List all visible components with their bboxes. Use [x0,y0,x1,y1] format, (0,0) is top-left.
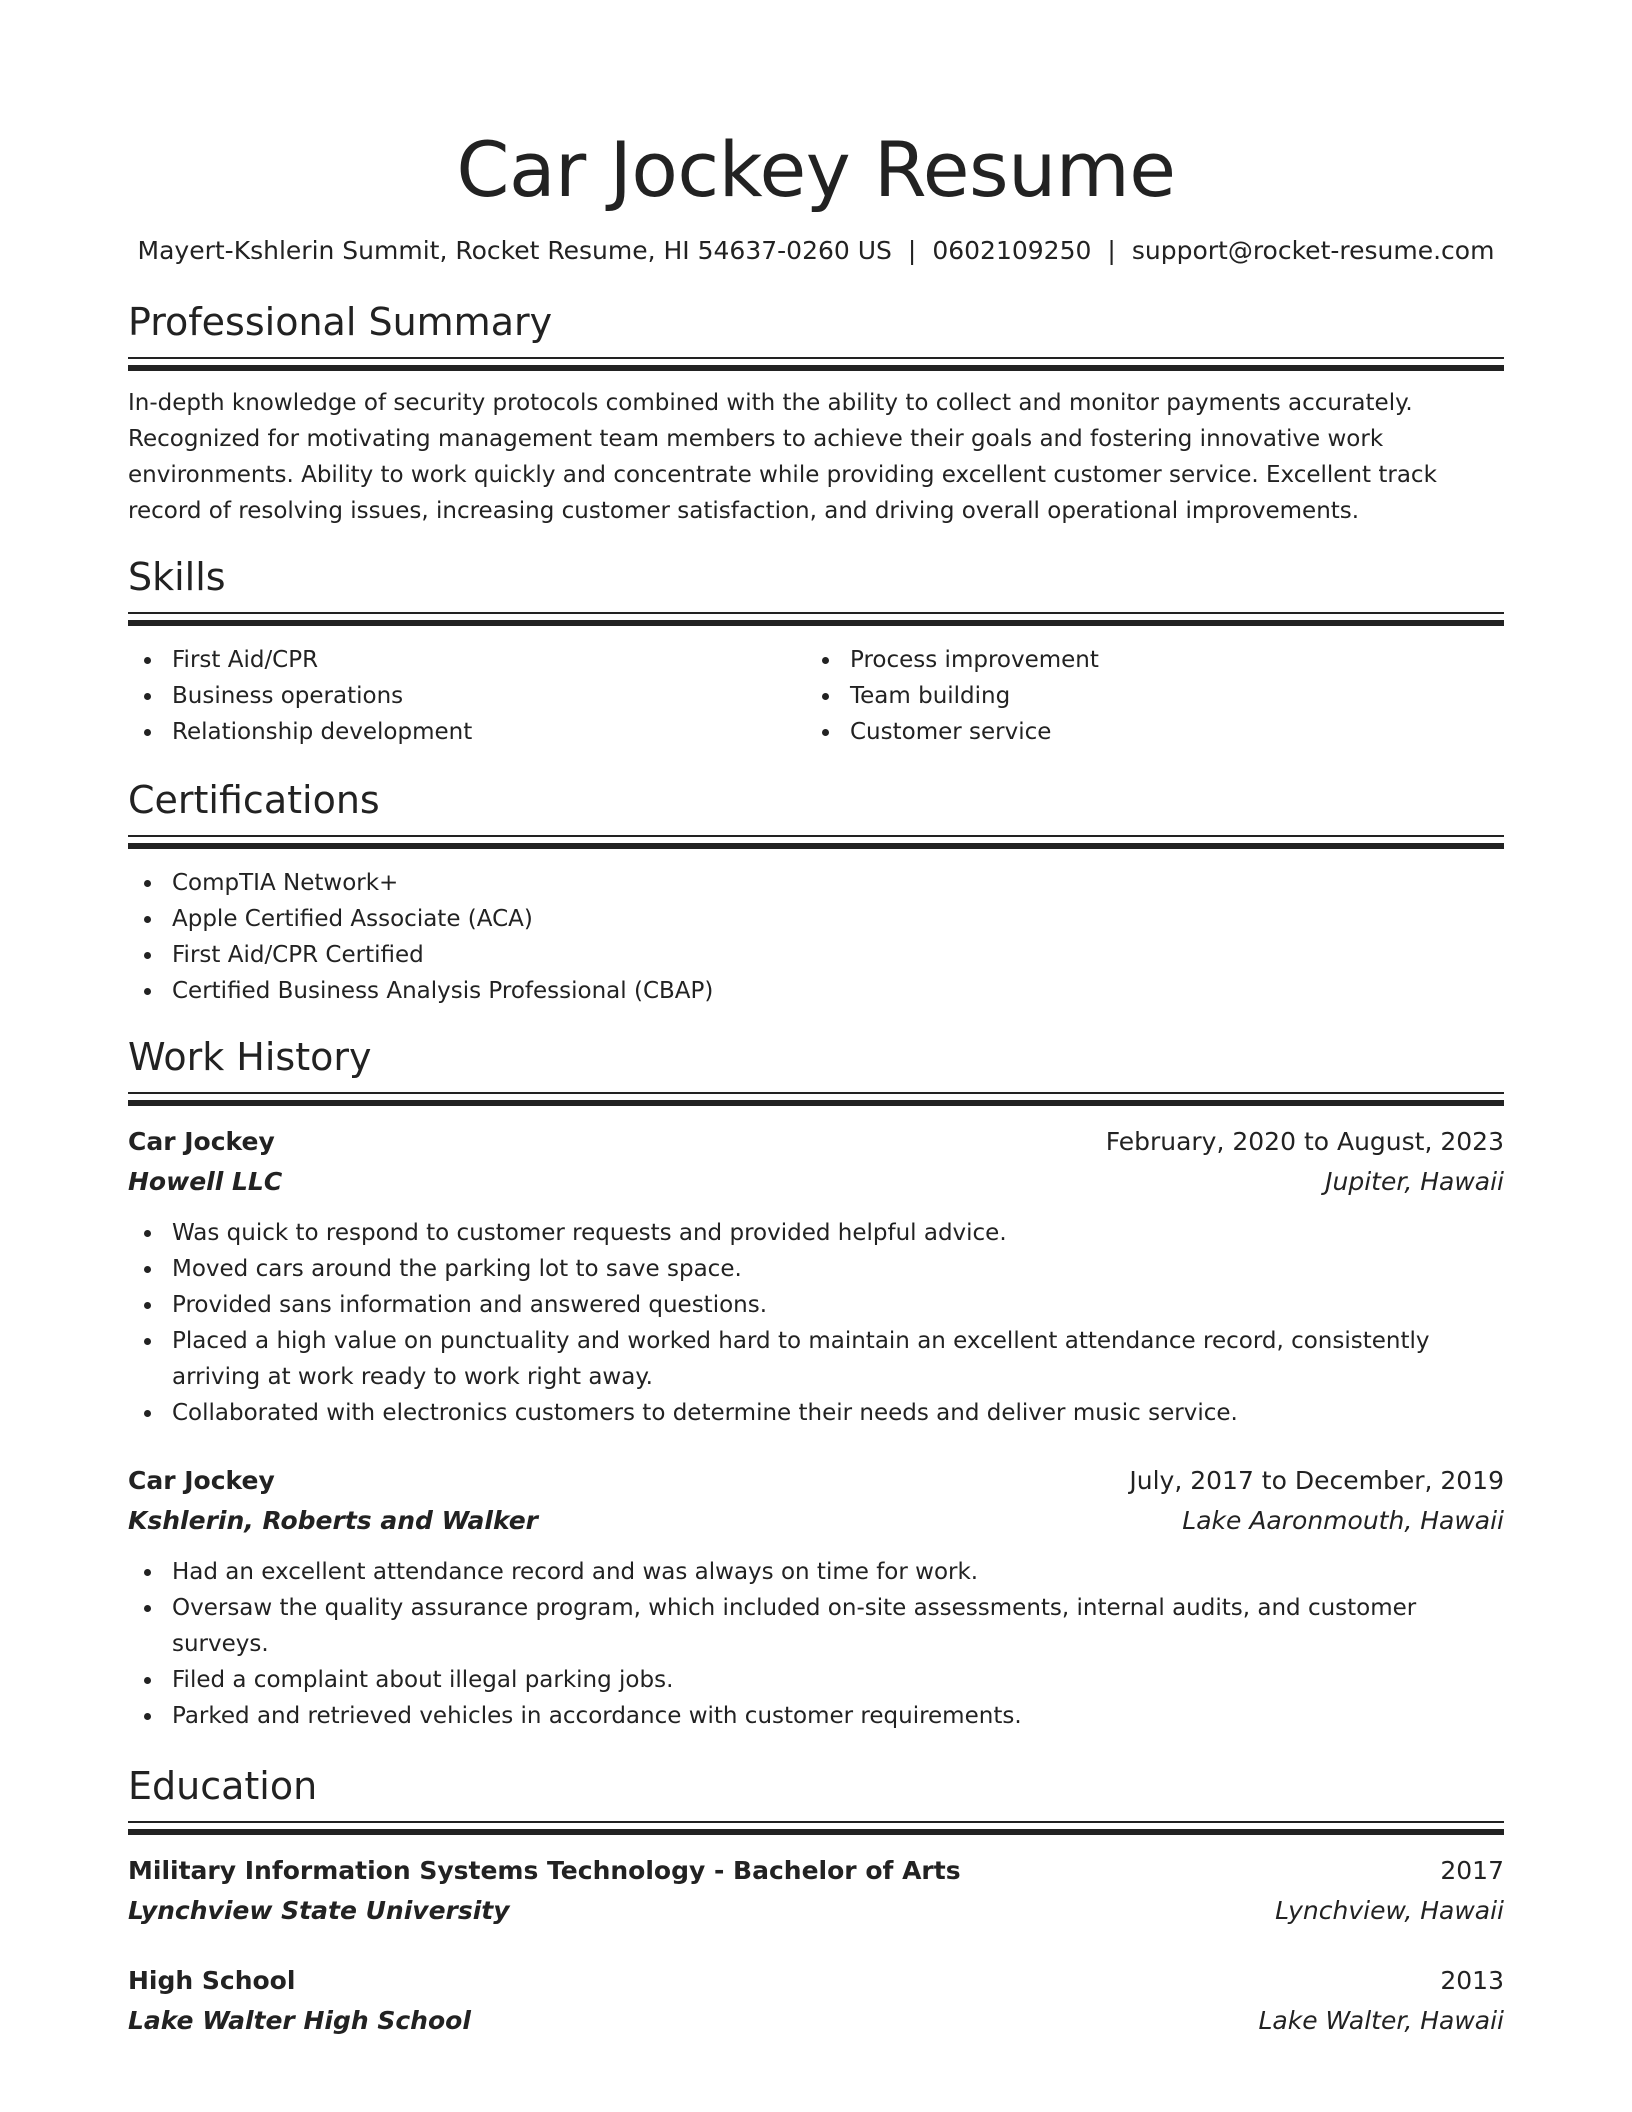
job-company: Howell LLC [128,1167,283,1196]
certifications-list [128,865,1504,1009]
job-bullet: Placed a high value on punctuality and worked hard to maintain an excellent attendance record, consistently arriving at work ready to work right away. [128,1323,1504,1395]
section-divider-thick [128,843,1504,849]
section-divider-thick [128,1829,1504,1835]
job-bullet: Was quick to respond to customer requests and provided helpful advice. [128,1215,1504,1251]
education-entry [128,1851,1504,1931]
skill-item: Business operations [128,678,806,714]
job-bullet: Parked and retrieved vehicles in accordance with customer requirements. [128,1698,1504,1734]
section-heading-education: Education [128,1764,318,1808]
contact-phone: 0602109250 [932,236,1092,265]
job-location: Lake Aaronmouth, Hawaii [1182,1506,1504,1535]
job-title: Car Jockey [128,1127,275,1156]
work-history-section [128,1033,1504,1734]
job-header-row [128,1461,1504,1501]
section-divider-thin [128,835,1504,837]
education-school: Lynchview State University [128,1896,510,1925]
contact-separator: | [907,236,917,265]
certification-item: CompTIA Network+ [128,865,1504,901]
education-section [128,1762,1504,2041]
skill-item: Team building [806,678,1484,714]
skills-list-left [128,642,806,750]
job-dates: July, 2017 to December, 2019 [1129,1466,1504,1495]
education-degree: High School [128,1966,296,1995]
section-divider-thin [128,1821,1504,1823]
education-header-row [128,1961,1504,2001]
section-divider-thin [128,612,1504,614]
education-location: Lake Walter, Hawaii [1258,2006,1504,2035]
job-bullets [128,1215,1504,1431]
job-company-row [128,1501,1504,1541]
section-divider-thick [128,1100,1504,1106]
summary-text: In-depth knowledge of security protocols combined with the ability to collect and monitor payments accurately. Recognized for motivating management team members to achieve their goals and fostering innovative work environments. Ability to work quickly and concentrate while providing excellent customer service. Excellent track record of resolving issues, increasing customer satisfaction, and driving overall operational improvements. [128,390,1437,524]
contact-separator: | [1107,236,1116,265]
section-heading-certifications: Certifications [128,778,380,822]
resume-title: Car Jockey Resume [456,125,1176,214]
job-header-row [128,1122,1504,1162]
education-year: 2013 [1440,1966,1504,1995]
skills-list-right [806,642,1484,750]
section-divider-thin [128,357,1504,359]
resume-page [128,0,1504,2041]
skill-item: Relationship development [128,714,806,750]
section-divider-thick [128,365,1504,371]
job-bullet: Oversaw the quality assurance program, which included on-site assessments, internal audits, and customer surveys. [128,1590,1504,1662]
section-heading-work-history: Work History [128,1035,372,1079]
education-entry [128,1961,1504,2041]
job-bullet: Filed a complaint about illegal parking jobs. [128,1662,1504,1698]
job-location: Jupiter, Hawaii [1325,1167,1504,1196]
job-title: Car Jockey [128,1466,275,1495]
certifications-section [128,776,1504,1009]
job-company: Kshlerin, Roberts and Walker [128,1506,538,1535]
education-location: Lynchview, Hawaii [1275,1896,1504,1925]
job-bullet: Had an excellent attendance record and was always on time for work. [128,1554,1504,1590]
job-company-row [128,1162,1504,1202]
certification-item: Certified Business Analysis Professional (CBAP) [128,973,1504,1009]
skill-item: Process improvement [806,642,1484,678]
section-divider-thin [128,1092,1504,1094]
job-entry [128,1122,1504,1431]
section-divider-thick [128,620,1504,626]
skill-item: Customer service [806,714,1484,750]
contact-address: Mayert-Kshlerin Summit, Rocket Resume, HI 54637-0260 US [137,236,892,265]
job-bullet: Provided sans information and answered questions. [128,1287,1504,1323]
job-bullets [128,1554,1504,1734]
contact-email[interactable]: support@rocket-resume.com [1131,236,1495,265]
certification-item: First Aid/CPR Certified [128,937,1504,973]
job-bullet: Collaborated with electronics customers to determine their needs and deliver music service. [128,1395,1504,1431]
job-entry [128,1461,1504,1734]
skills-columns [128,642,1504,750]
contact-line [128,234,1504,268]
education-school-row [128,1891,1504,1931]
education-school: Lake Walter High School [128,2006,471,2035]
summary-section [128,298,1504,529]
skill-item: First Aid/CPR [128,642,806,678]
section-heading-summary: Professional Summary [128,300,553,344]
education-degree: Military Information Systems Technology - Bachelor of Arts [128,1856,961,1885]
job-bullet: Moved cars around the parking lot to save space. [128,1251,1504,1287]
job-dates: February, 2020 to August, 2023 [1105,1127,1504,1156]
education-year: 2017 [1440,1856,1504,1885]
skills-section [128,553,1504,750]
certification-item: Apple Certified Associate (ACA) [128,901,1504,937]
education-header-row [128,1851,1504,1891]
section-heading-skills: Skills [128,555,226,599]
education-school-row [128,2001,1504,2041]
